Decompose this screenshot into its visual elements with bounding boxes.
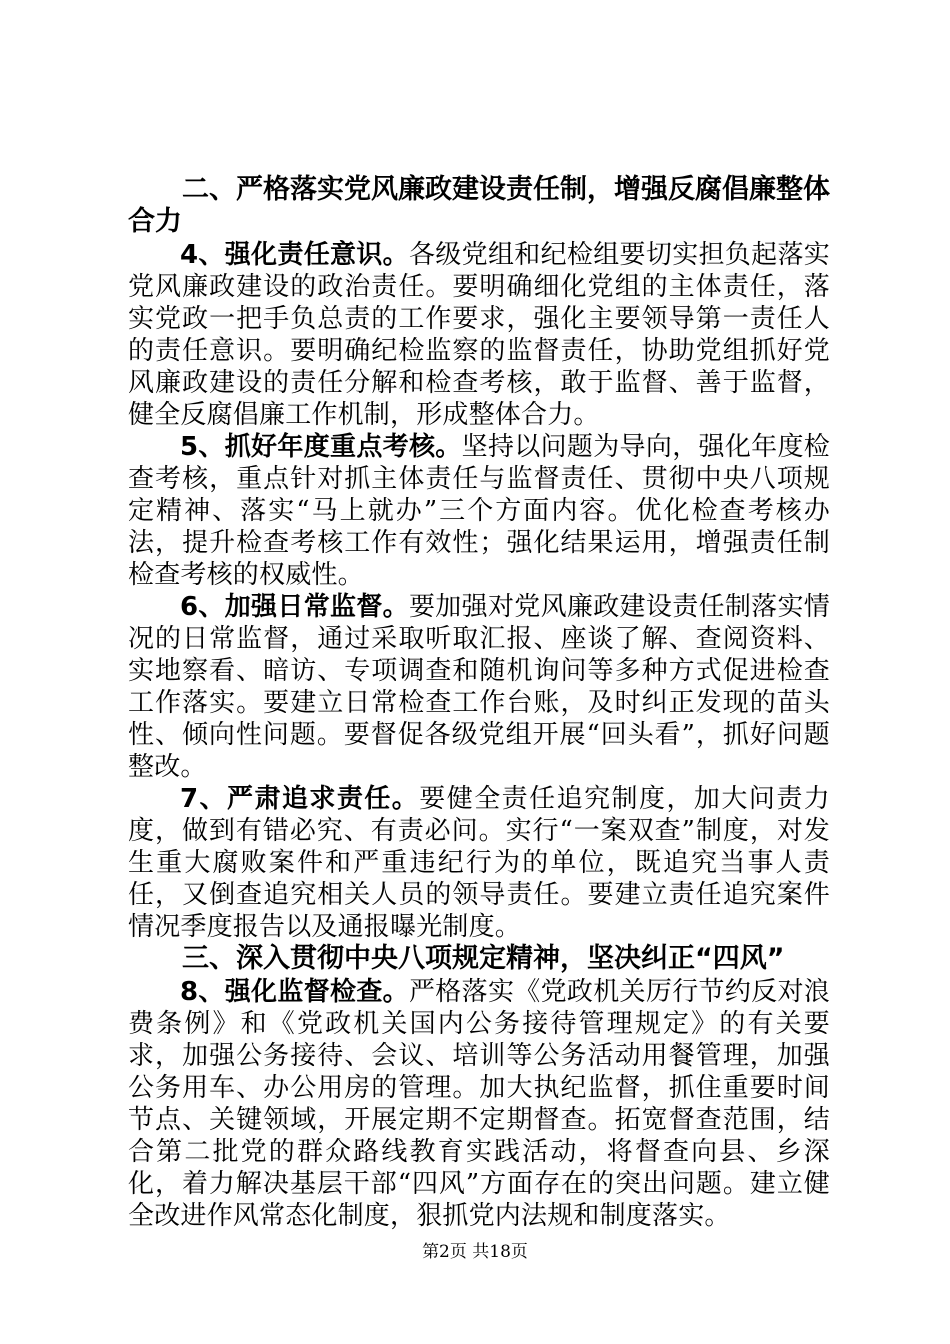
paragraph-lead: 4、强化责任意识。 [180, 240, 409, 270]
paragraph-text: 要加强对党风廉政建设责任制落实情况的日常监督，通过采取听取汇报、座谈了解、查阅资料、实地察看、暗访、专项调查和随机询问等多种方式促进检查工作落实。要建立日常检查工作台账，及时纠正发现的苗头性、倾向性问题。要督促各级党组开展“回头看”，抓好问题整改。 [128, 592, 830, 782]
document-body [128, 174, 830, 1232]
section-heading-3: 三、深入贯彻中央八项规定精神，坚决纠正“四风” [182, 943, 785, 974]
paragraph-lead: 5、抓好年度重点考核。 [180, 432, 462, 462]
section-heading-2: 二、严格落实党风廉政建设责任制，增强反腐倡廉整体合力 [128, 174, 830, 237]
paragraph-lead: 8、强化监督检查。 [180, 977, 409, 1007]
paragraph-6 [128, 591, 830, 783]
paragraph-8 [128, 976, 830, 1232]
paragraph-text: 严格落实《党政机关厉行节约反对浪费条例》和《党政机关国内公务接待管理规定》的有关要求，加强公务接待、会议、培训等公务活动用餐管理，加强公务用车、办公用房的管理。加大执纪监督，抓住重要时间节点、关键领域，开展定期不定期督查。拓宽督查范围，结合第二批党的群众路线教育实践活动，将督查向县、乡深化，着力解决基层干部“四风”方面存在的突出问题。建立健全改进作风常态化制度，狠抓党内法规和制度落实。 [128, 977, 830, 1231]
paragraph-lead: 7、严肃追求责任。 [180, 784, 420, 814]
paragraph-5 [128, 431, 830, 591]
paragraph-text: 要健全责任追究制度，加大问责力度，做到有错必究、有责必问。实行“一案双查”制度，对发生重大腐败案件和严重违纪行为的单位，既追究当事人责任，又倒查追究相关人员的领导责任。要建立责任追究案件情况季度报告以及通报曝光制度。 [128, 784, 830, 942]
paragraph-7 [128, 783, 830, 943]
paragraph-text: 各级党组和纪检组要切实担负起落实党风廉政建设的政治责任。要明确细化党组的主体责任，落实党政一把手负总责的工作要求，强化主要领导第一责任人的责任意识。要明确纪检监察的监督责任，协助党组抓好党风廉政建设的责任分解和检查考核，敢于监督、善于监督，健全反腐倡廉工作机制，形成整体合力。 [128, 240, 830, 430]
page-number-footer: 第2页 共18页 [422, 1242, 528, 1262]
paragraph-4 [128, 239, 830, 431]
paragraph-lead: 6、加强日常监督。 [180, 592, 409, 622]
paragraph-text: 坚持以问题为导向，强化年度检查考核，重点针对抓主体责任与监督责任、贯彻中央八项规定精神、落实“马上就办”三个方面内容。优化检查考核办法，提升检查考核工作有效性；强化结果运用，增强责任制检查考核的权威性。 [128, 432, 830, 590]
